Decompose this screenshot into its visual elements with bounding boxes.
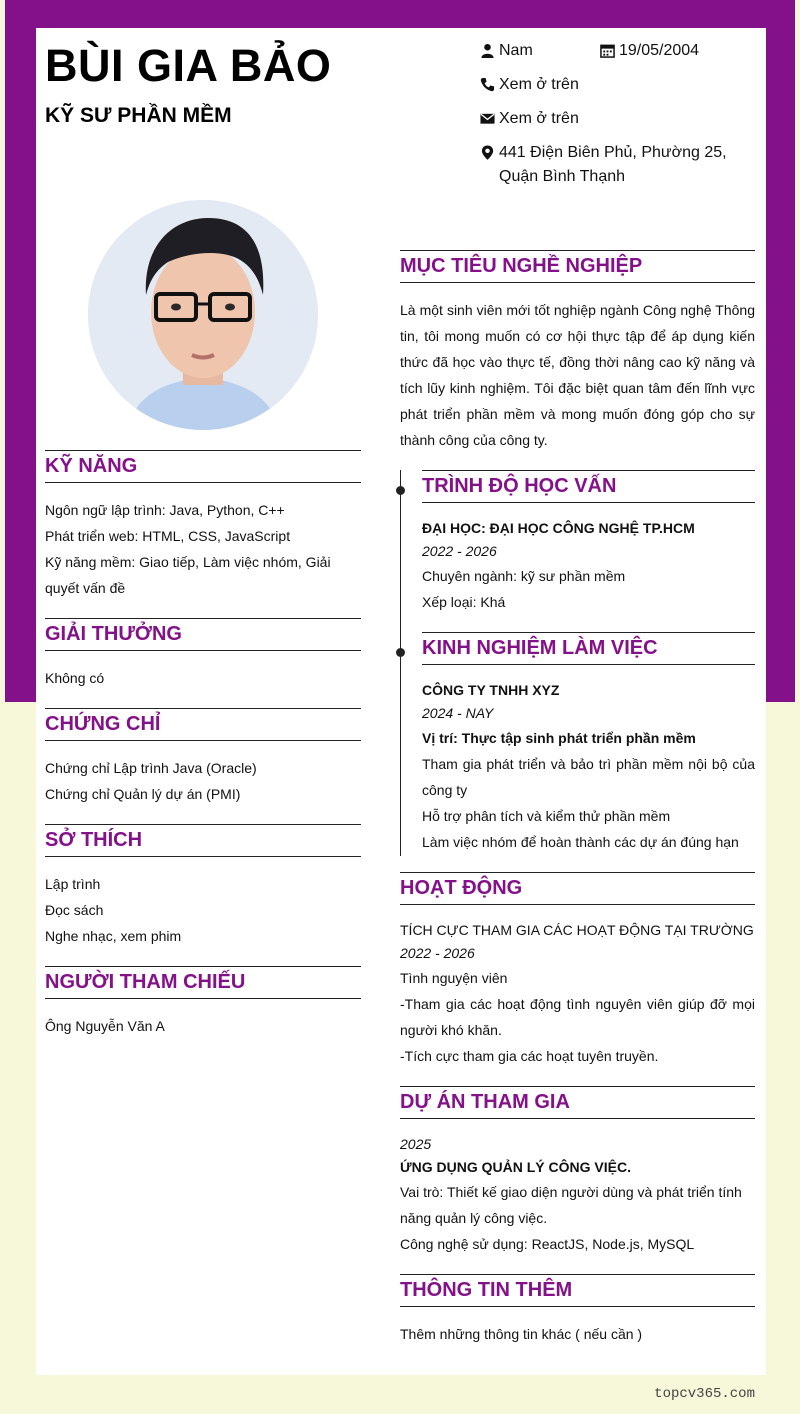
activities-heading: HOẠT ĐỘNG (400, 872, 755, 905)
projects-body (400, 1133, 755, 1257)
project-tech: Công nghệ sử dụng: ReactJS, Node.js, MySQL (400, 1236, 695, 1252)
awards-list (45, 665, 361, 691)
skill-item: Kỹ năng mềm: Giao tiếp, Làm việc nhóm, Giải quyết vấn đề (45, 554, 331, 596)
location-pin-icon (480, 145, 495, 160)
references-section (45, 966, 361, 1039)
award-item: Không có (45, 670, 105, 686)
timeline-line (400, 470, 401, 856)
activity-item: -Tích cực tham gia các hoạt tuyên truyền. (400, 1048, 659, 1064)
extra-info-heading: THÔNG TIN THÊM (400, 1274, 755, 1307)
skill-item: Ngôn ngữ lập trình: Java, Python, C++ (45, 502, 285, 518)
address-value (499, 141, 727, 189)
contact-email (480, 107, 579, 131)
activities-section (400, 872, 755, 1069)
education-heading: TRÌNH ĐỘ HỌC VẤN (422, 470, 755, 503)
experience-item: Hỗ trợ phân tích và kiểm thử phần mềm (422, 808, 671, 824)
certificates-section (45, 708, 361, 807)
experience-item: Làm việc nhóm để hoàn thành các dự án đúng hạn (422, 834, 739, 850)
phone-value: Xem ở trên (499, 76, 579, 93)
portrait-photo (88, 200, 318, 430)
reference-item: Ông Nguyễn Văn A (45, 1018, 165, 1034)
skills-section (45, 450, 361, 601)
birthday-value: 19/05/2004 (619, 42, 700, 59)
avatar (88, 200, 318, 430)
projects-heading: DỰ ÁN THAM GIA (400, 1086, 755, 1119)
job-title: KỸ SƯ PHẦN MỀM (45, 104, 232, 127)
awards-section (45, 618, 361, 691)
experience-position: Vị trí: Thực tập sinh phát triển phần mềm (422, 730, 696, 746)
contact-address (480, 141, 727, 189)
activities-org: TÍCH CỰC THAM GIA CÁC HOẠT ĐỘNG TẠI TRƯỜNG (400, 922, 754, 938)
email-value: Xem ở trên (499, 110, 579, 127)
activities-role: Tình nguyện viên (400, 970, 508, 986)
projects-section (400, 1086, 755, 1257)
hobbies-heading: SỞ THÍCH (45, 824, 361, 857)
certificate-item: Chứng chỉ Lập trình Java (Oracle) (45, 760, 257, 776)
skills-list (45, 497, 361, 601)
timeline-dot (396, 648, 405, 657)
extra-info-section (400, 1274, 755, 1347)
person-icon (480, 43, 495, 58)
education-section (422, 470, 755, 615)
certificate-item: Chứng chỉ Quản lý dự án (PMI) (45, 786, 241, 802)
footer-brand: topcv365.com (654, 1386, 755, 1402)
objective-text: Là một sinh viên mới tốt nghiệp ngành Công nghệ Thông tin, tôi mong muốn có cơ hội thực tập để áp dụng kiến thức đã học vào thực tế, đồng thời nâng cao kỹ năng và tích lũy kinh nghiệm. Tôi đặc biệt quan tâm đến lĩnh vực phát triển phần mềm và mong muốn đóng góp cho sự thành công của công ty. (400, 302, 755, 448)
calendar-icon (600, 43, 615, 58)
skills-heading: KỸ NĂNG (45, 450, 361, 483)
activities-period: 2022 - 2026 (400, 945, 475, 961)
references-heading: NGƯỜI THAM CHIẾU (45, 966, 361, 999)
contact-birthday (600, 39, 699, 63)
education-school: ĐẠI HỌC: ĐẠI HỌC CÔNG NGHỆ TP.HCM (422, 520, 695, 536)
contact-phone (480, 73, 579, 97)
experience-item: Tham gia phát triển và bảo trì phần mềm nội bộ của công ty (422, 756, 755, 798)
experience-heading: KINH NGHIỆM LÀM VIỆC (422, 632, 755, 665)
certificates-list (45, 755, 361, 807)
activity-item: -Tham gia các hoạt động tình nguyên viên giúp đỡ mọi người khó khăn. (400, 996, 755, 1038)
candidate-name: BÙI GIA BẢO (45, 40, 332, 91)
hobby-item: Nghe nhạc, xem phim (45, 928, 182, 944)
certificates-heading: CHỨNG CHỈ (45, 708, 361, 741)
education-body (422, 517, 755, 615)
experience-company: CÔNG TY TNHH XYZ (422, 682, 560, 698)
skill-item: Phát triển web: HTML, CSS, JavaScript (45, 528, 291, 544)
project-year: 2025 (400, 1136, 432, 1152)
address-line-2: Quận Bình Thạnh (499, 168, 626, 185)
objective-section (400, 250, 755, 453)
experience-period: 2024 - NAY (422, 705, 494, 721)
education-period: 2022 - 2026 (422, 543, 497, 559)
phone-icon (480, 77, 495, 92)
timeline-dot (396, 486, 405, 495)
contact-gender (480, 39, 533, 63)
envelope-icon (480, 111, 495, 126)
hobby-item: Lập trình (45, 876, 101, 892)
education-rank: Xếp loại: Khá (422, 594, 506, 610)
project-role: Vai trò: Thiết kế giao diện người dùng và phát triển tính năng quản lý công việc. (400, 1184, 742, 1226)
address-line-1: 441 Điện Biên Phủ, Phường 25, (499, 144, 727, 161)
hobby-item: Đọc sách (45, 902, 104, 918)
activities-body (400, 919, 755, 1069)
experience-body (422, 679, 755, 855)
gender-value: Nam (499, 42, 533, 59)
education-major: Chuyên ngành: kỹ sư phần mềm (422, 568, 626, 584)
hobbies-list (45, 871, 361, 949)
awards-heading: GIẢI THƯỞNG (45, 618, 361, 651)
project-name: ỨNG DỤNG QUẢN LÝ CÔNG VIỆC. (400, 1159, 631, 1175)
hobbies-section (45, 824, 361, 949)
extra-info-text: Thêm những thông tin khác ( nếu cần ) (400, 1326, 643, 1342)
references-list (45, 1013, 361, 1039)
objective-heading: MỤC TIÊU NGHỀ NGHIỆP (400, 250, 755, 283)
experience-section (422, 632, 755, 855)
